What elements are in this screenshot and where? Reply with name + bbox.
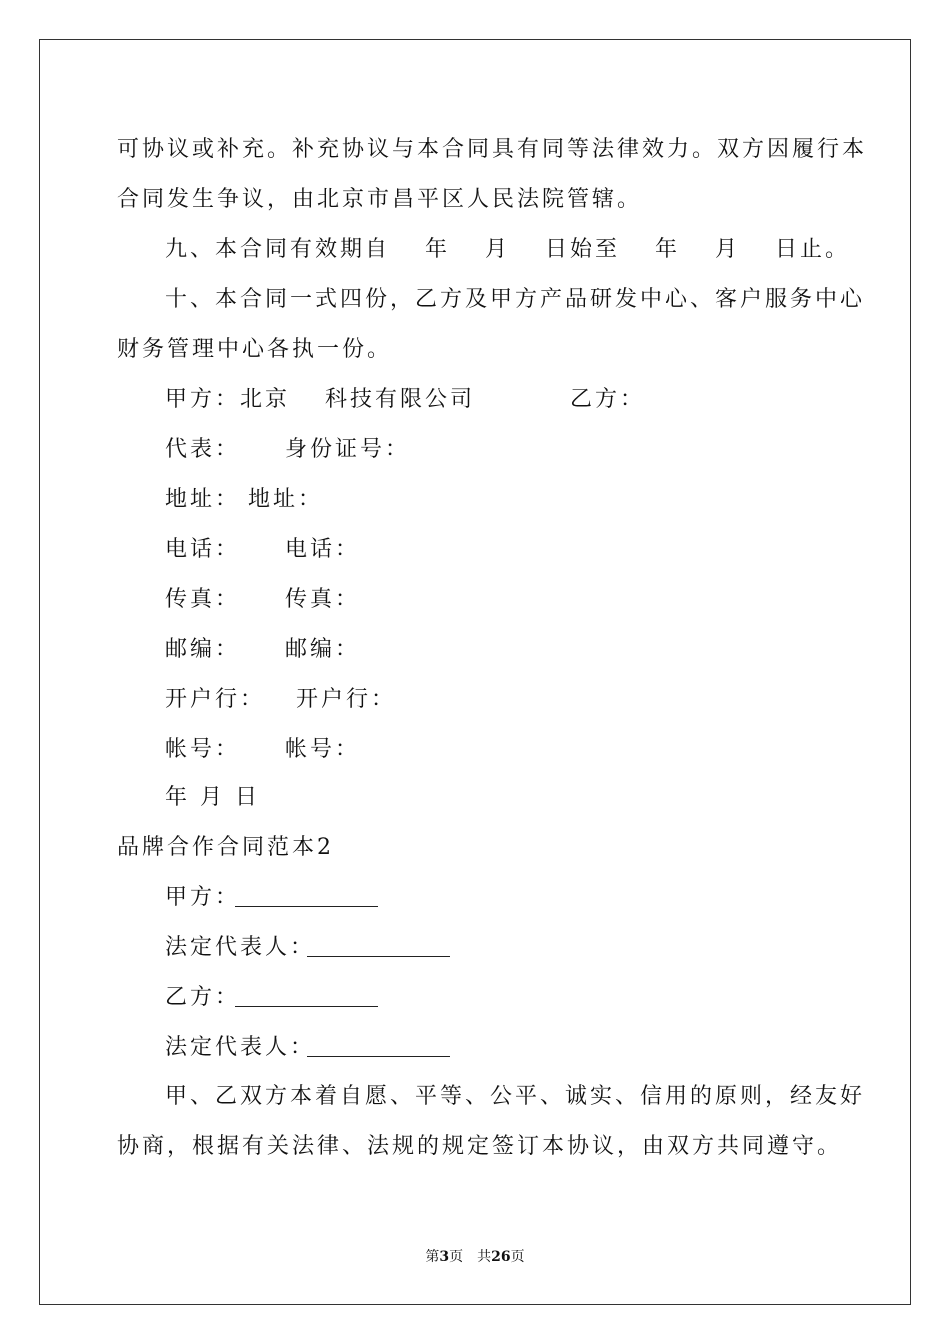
body-line: 可协议或补充。补充协议与本合同具有同等法律效力。双方因履行本: [117, 137, 868, 162]
id-number-label: 身份证号：: [285, 437, 411, 462]
party-b-blank: [235, 1006, 378, 1007]
representative-label: 代表：: [165, 437, 241, 462]
party-a-label: 甲方：北京 科技有限公司: [165, 387, 475, 412]
legal-rep-a-blank: [307, 956, 450, 957]
total-prefix: 共: [477, 1249, 492, 1265]
postcode-label-a: 邮编：: [165, 637, 241, 662]
party-b-label: 乙方：: [570, 387, 646, 412]
address-label-b: 地址：: [248, 487, 324, 512]
party-a-blank: [235, 906, 378, 907]
bank-label-b: 开户行：: [296, 687, 397, 712]
page-suffix: 页: [449, 1249, 464, 1265]
body-line: 九、本合同有效期自 年 月 日始至 年 月 日止。: [165, 237, 850, 262]
date-line: 年 月 日: [165, 785, 260, 810]
bank-label-a: 开户行：: [165, 687, 266, 712]
page-footer: [0, 1248, 950, 1266]
legal-rep-b-label: 法定代表人：: [165, 1035, 316, 1060]
body-line: 协商，根据有关法律、法规的规定签订本协议，由双方共同遵守。: [117, 1134, 843, 1159]
body-line: 财务管理中心各执一份。: [117, 337, 393, 362]
legal-rep-a-label: 法定代表人：: [165, 935, 316, 960]
section-title: 品牌合作合同范本2: [117, 835, 334, 860]
legal-rep-b-blank: [307, 1056, 450, 1057]
page-border: [39, 39, 911, 1305]
account-label-a: 帐号：: [165, 737, 241, 762]
address-label-a: 地址：: [165, 487, 241, 512]
fax-label-b: 传真：: [285, 587, 361, 612]
phone-label-b: 电话：: [285, 537, 361, 562]
party-a-field-label: 甲方：: [165, 885, 241, 910]
phone-label-a: 电话：: [165, 537, 241, 562]
total-pages: 26: [491, 1249, 511, 1265]
page-number: 3: [439, 1249, 450, 1265]
total-suffix: 页: [510, 1249, 525, 1265]
postcode-label-b: 邮编：: [285, 637, 361, 662]
body-line: 十、本合同一式四份，乙方及甲方产品研发中心、客户服务中心: [165, 287, 866, 312]
party-b-field-label: 乙方：: [165, 985, 241, 1010]
account-label-b: 帐号：: [285, 737, 361, 762]
page-prefix: 第: [425, 1249, 440, 1265]
fax-label-a: 传真：: [165, 587, 241, 612]
body-line: 甲、乙双方本着自愿、平等、公平、诚实、信用的原则，经友好: [165, 1084, 866, 1109]
body-line: 合同发生争议，由北京市昌平区人民法院管辖。: [117, 187, 643, 212]
